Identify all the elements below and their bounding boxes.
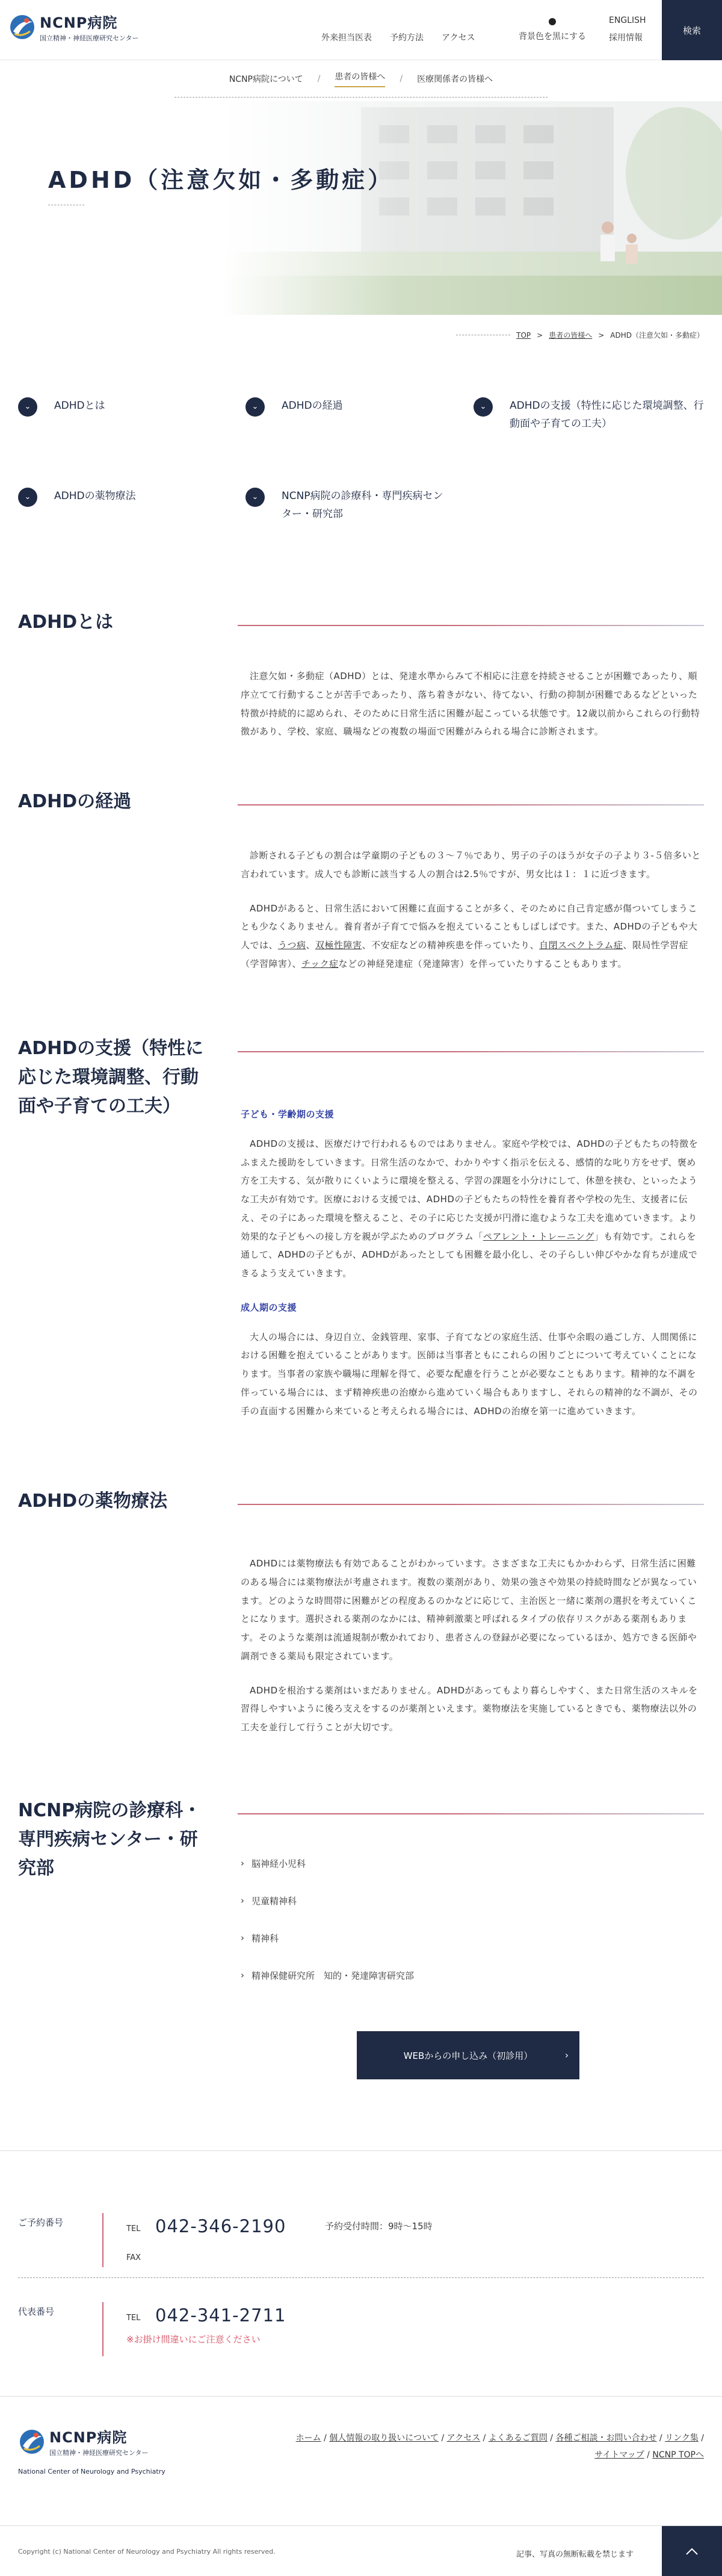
contact-divider (102, 2302, 103, 2356)
sub-heading: 成人期の支援 (241, 1302, 297, 1313)
footer-link[interactable]: アクセス (446, 2433, 481, 2443)
anchor-what-is-adhd[interactable] (18, 397, 217, 417)
tel-label: TEL (126, 2224, 141, 2233)
chevron-right-icon: › (241, 1970, 244, 1981)
anchor-label: NCNP病院の診療科・専門疾病センター・研究部 (282, 490, 443, 520)
dark-mode-dot-icon (549, 18, 556, 25)
chevron-right-icon: › (565, 2050, 569, 2061)
department-list (241, 1845, 414, 1994)
chevron-down-icon: ⌄ (474, 397, 493, 417)
chevron-right-icon: › (241, 1932, 244, 1943)
section-heading: ADHDの薬物療法 (18, 1491, 168, 1512)
anchor-support[interactable] (474, 397, 704, 433)
footer-link[interactable]: 各種ご相談・お問い合わせ (555, 2433, 657, 2443)
footer-logo[interactable] (18, 2425, 149, 2457)
nav-reservation[interactable]: 予約方法 (390, 33, 424, 43)
english-link[interactable]: ENGLISH (609, 16, 646, 25)
footer-link[interactable]: サイトマップ (594, 2450, 644, 2460)
paragraph: 注意欠如・多動症（ADHD）とは、発達水準からみて不相応に注意を持続させることが困難であったり、順序立てて行動することが苦手であったり、落ち着きがない、待てない、行動の抑制が困難であるなどといった特徴が持続的に認められ、そのために日常生活に困難が起こっている状態です。12歳以前からこれらの行動特徴があり、学校、家庭、職場などの複数の場面で困難がみられる場合に診断されます。 (241, 671, 700, 737)
main-number-label: 代表番号 (18, 2306, 55, 2317)
site-logo[interactable] (8, 11, 139, 43)
site-header (0, 0, 722, 60)
global-nav (321, 31, 475, 43)
dark-mode-label: 背景色を黒にする (519, 32, 586, 42)
reservation-tel[interactable]: 042-346-2190 (155, 2216, 286, 2236)
search-button[interactable]: 検索 (662, 0, 722, 60)
chevron-up-icon (685, 2547, 699, 2556)
link-autism[interactable]: 自閉スペクトラム症 (539, 940, 623, 951)
paragraph: ADHDがあると、日常生活において困難に直面することが多く、そのために自己肯定感が傷ついてしまうことも少なくありません。養育者が子育てで悩みを抱えていることもしばしばです。また、ADHDの子どもや大人では、うつ病、双極性障害、不安症などの精神疾患を伴っていたり、自閉スペクトラム症、限局性学習症（学習障害）、チック症などの神経発達症（発達障害）を伴っていたりすることもあります。 (241, 902, 698, 969)
paragraph: 診断される子どもの割合は学童期の子どもの３〜７％であり、男子の子のほうが女子の子より３-５倍多いと言われています。成人でも診断に該当する人の割合は2.5％ですが、男女比は１：１に近づきます。 (241, 850, 701, 880)
nav-access[interactable]: アクセス (442, 33, 475, 43)
sub-heading: 子ども・学齢期の支援 (241, 1109, 335, 1120)
tel-label: TEL (126, 2314, 141, 2323)
department-link[interactable]: › 児童精神科 (241, 1895, 297, 1907)
breadcrumb-chevron-icon: > (598, 331, 605, 340)
section-heading: ADHDの経過 (18, 791, 132, 812)
contact-divider (102, 2213, 103, 2267)
logo-subtitle: 国立精神・神経医療研究センター (40, 34, 139, 42)
hero-hospital-photo (223, 101, 722, 315)
cta-label: WEBからの申し込み（初診用） (403, 2050, 533, 2061)
chevron-down-icon: ⌄ (18, 488, 37, 507)
breadcrumb-top[interactable]: TOP (516, 331, 531, 340)
site-footer (0, 2396, 722, 2547)
section-rule (238, 1051, 704, 1052)
link-tic[interactable]: チック症 (301, 958, 339, 969)
web-application-button[interactable] (357, 2031, 579, 2079)
section-rule (238, 804, 704, 805)
contact-separator (18, 2277, 704, 2278)
footer-links: ホーム / 個人情報の取り扱いについて / アクセス / よくあるご質問 / 各種ご相談・お問い合わせ / リンク集 / サイトマップ / NCNP TOPへ (295, 2433, 704, 2460)
wrong-number-note: ※お掛け間違いにご注意ください (126, 2334, 261, 2345)
department-link[interactable]: › 精神保健研究所 知的・発達障害研究部 (241, 1970, 415, 1981)
breadcrumb-current: ADHD（注意欠如・多動症） (610, 331, 704, 340)
paragraph: ADHDには薬物療法も有効であることがわかっています。さまざまな工夫にもかかわらず、日常生活に困難のある場合には薬物療法が考慮されます。複数の薬剤があり、効果の強さや効果の持続時間などが異なっています。どのような時間帯に困難がどの程度あるのかなどに応じて、主治医と一緒に薬剤の選択を考えていくことになります。選択される薬剤のなかには、精神刺激薬と呼ばれるタイプの依存リスクがある薬剤もあります。そのような薬剤は流通規制が敷かれており、患者さんの登録が必要になっているほか、処方できる医師や調剤できる薬局も限定されています。 (241, 1558, 697, 1662)
copyright-bar (0, 2525, 722, 2575)
footer-logo-english: National Center of Neurology and Psychiatry (18, 2468, 165, 2475)
chevron-down-icon: ⌄ (18, 397, 37, 417)
dark-mode-toggle[interactable] (519, 18, 586, 42)
chevron-down-icon: ⌄ (245, 397, 265, 417)
paragraph: 大人の場合には、身辺自立、金銭管理、家事、子育てなどの家庭生活、仕事や余暇の過ごし方、人間関係における困難を抱えていることがあります。医師は当事者ともにこれらの困りごとについて考えていくことになります。当事者の家族や職場に理解を得て、必要な配慮を行うことが必要なこともあります。精神的な不調を伴っている場合には、まず精神疾患の治療から進めていく場合もありますし、それらの精神的な不調が、その手の直面する困難から来ていると考えられる場合には、ADHDの治療を第一に進めていきます。 (241, 1331, 698, 1417)
anchor-departments[interactable] (245, 488, 444, 524)
chevron-right-icon: › (241, 1895, 244, 1906)
footer-link[interactable]: NCNP TOPへ (652, 2450, 704, 2460)
anchor-label: ADHDとは (54, 400, 105, 412)
department-link[interactable]: › 精神科 (241, 1932, 279, 1944)
footer-logo-name: NCNP病院 (49, 2429, 128, 2446)
section-heading: ADHDとは (18, 612, 114, 633)
link-depression[interactable]: うつ病 (278, 940, 306, 951)
footer-link[interactable]: ホーム (295, 2433, 321, 2443)
section-rule (238, 1504, 704, 1505)
subnav-about[interactable]: NCNP病院について (229, 74, 303, 84)
anchor-label: ADHDの経過 (282, 400, 343, 412)
copyright: Copyright (c) National Center of Neurology and Psychiatry All rights reserved. (18, 2548, 276, 2556)
subnav-separator: / (317, 73, 321, 84)
subnav-separator: / (400, 73, 403, 84)
fax-label: FAX (126, 2253, 141, 2262)
footer-link[interactable]: リンク集 (665, 2433, 699, 2443)
anchor-course[interactable] (245, 397, 444, 417)
link-parent-training[interactable]: ペアレント・トレーニング (483, 1231, 594, 1242)
section-rule (238, 625, 704, 626)
ncnp-logo-icon (8, 13, 36, 41)
anchor-medication[interactable] (18, 488, 217, 507)
paragraph: ADHDを根治する薬剤はいまだありません。ADHDがあってもより暮らしやすく、また日常生活のスキルを習得しやすいように後ろ支えをするのが薬剤といえます。薬物療法を実施しているときでも、薬物療法以外の工夫を並行して行うことが大切です。 (241, 1684, 698, 1733)
paragraph: ADHDの支援は、医療だけで行われるものではありません。家庭や学校では、ADHDの子どもたちの特徴をふまえた援助をしていきます。日常生活のなかで、わかりやすく指示を伝える、感情的な叱り方をせず、褒め方を工夫する、気が散りにくいように環境を整える、学習の課題を小分けにして、休憩を挟む、といったような工夫が有効です。医療における支援では、ADHDの子どもたちの特性を養育者や学校の先生、支援者に伝え、その子にあった環境を整えること、その子に応じた支援が円滑に進むような工夫を進めていきます。より効果的な子どもへの接し方を親が学ぶためのプログラム「ペアレント・トレーニング」も有効です。これらを通して、ADHDの子どもが、ADHDがあったとしても困難を最小化し、その子らしい伸びやかな育ちが達成できるよう支えていきます。 (241, 1138, 699, 1279)
reservation-hours: 予約受付時間：9時〜15時 (325, 2221, 433, 2232)
chevron-right-icon: › (241, 1858, 244, 1869)
chevron-down-icon: ⌄ (245, 488, 265, 507)
reservation-label: ご予約番号 (18, 2217, 64, 2228)
subnav-patients[interactable]: 患者の皆様へ (335, 70, 385, 87)
link-bipolar[interactable]: 双極性障害 (315, 940, 362, 951)
page-title: ADHD（注意欠如・多動症） (48, 167, 394, 193)
department-link[interactable]: › 脳神経小児科 (241, 1858, 306, 1869)
anchor-label: ADHDの支援（特性に応じた環境調整、行動面や子育ての工夫） (510, 400, 704, 430)
footer-link[interactable]: よくあるご質問 (488, 2433, 548, 2443)
contact-info (0, 2150, 722, 2345)
audience-nav (174, 60, 548, 98)
section-rule (238, 1813, 704, 1814)
page-hero (0, 101, 722, 315)
back-to-top-button[interactable] (662, 2526, 722, 2576)
breadcrumb-chevron-icon: > (537, 331, 543, 340)
nav-outpatient-schedule[interactable]: 外来担当医表 (321, 33, 372, 43)
reprint-notice: 記事、写真の無断転載を禁じます (516, 2550, 634, 2559)
main-tel[interactable]: 042-341-2711 (155, 2305, 286, 2326)
footer-logo-subtitle: 国立精神・神経医療研究センター (49, 2449, 149, 2457)
anchor-label: ADHDの薬物療法 (54, 490, 136, 502)
section-heading: ADHDの支援（特性に応じた環境調整、行動面や子育ての工夫） (18, 1038, 204, 1117)
breadcrumb (456, 330, 704, 340)
subnav-professionals[interactable]: 医療関係者の皆様へ (417, 74, 493, 84)
breadcrumb-patients[interactable]: 患者の皆様へ (549, 331, 593, 340)
section-heading: NCNP病院の診療科・専門疾病センター・研究部 (18, 1800, 202, 1879)
recruit-link[interactable]: 採用情報 (609, 33, 643, 43)
logo-name: NCNP病院 (40, 14, 118, 31)
footer-link[interactable]: 個人情報の取り扱いについて (329, 2433, 439, 2443)
ncnp-logo-icon (18, 2428, 46, 2456)
